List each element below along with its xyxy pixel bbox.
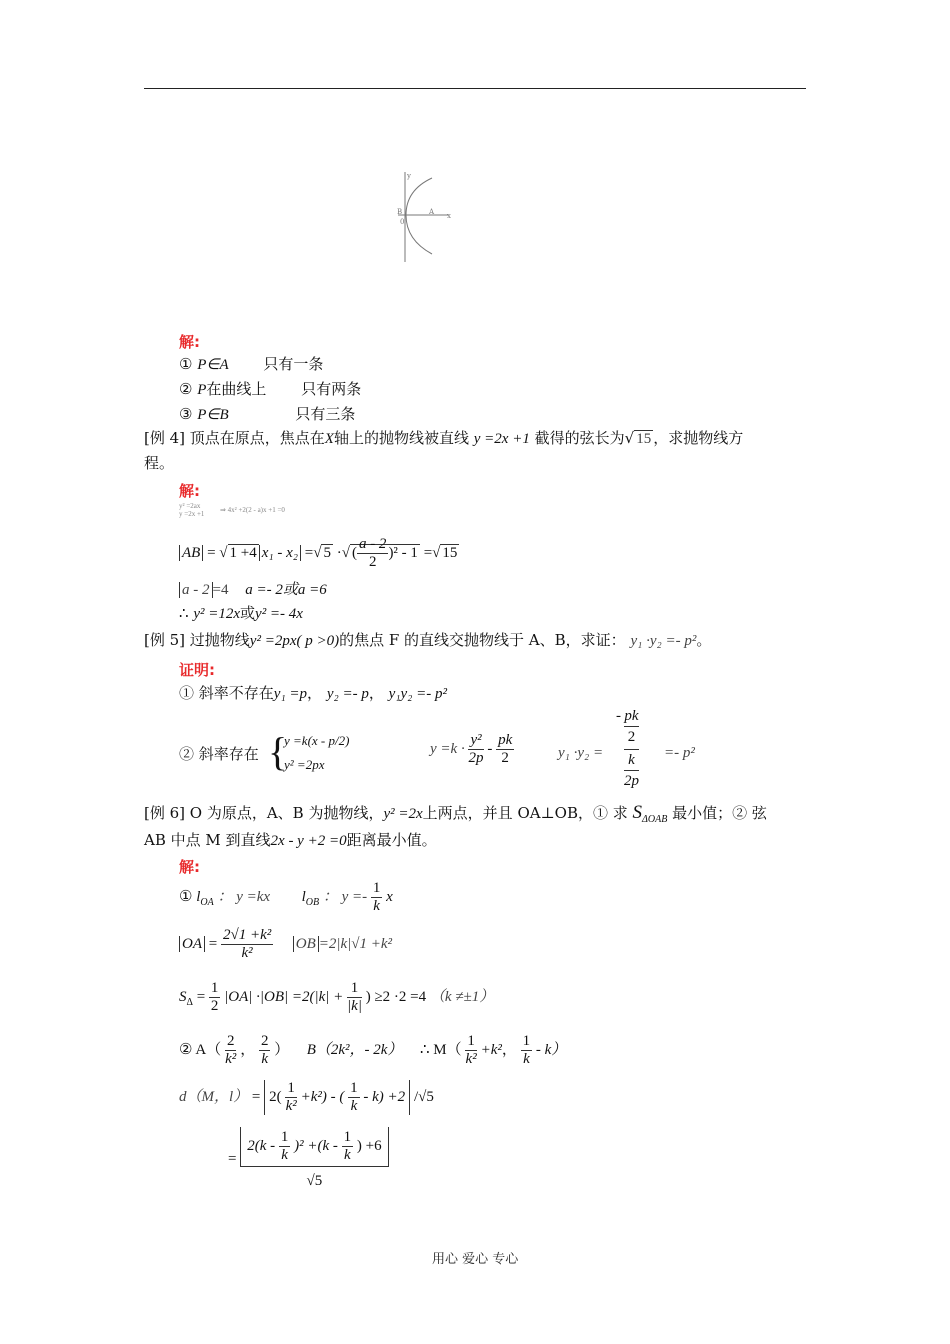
figure-label-x: x xyxy=(447,212,451,220)
example-6-statement: [例 6] O 为原点，A、B 为抛物线，y² =2x上两点，并且 OA⊥OB，① 求 $S_{\Delta OAB}$ 最小值；② 弦 xyxy=(144,802,767,825)
case-line-1: ① P∈A 只有一条 xyxy=(179,355,324,373)
example-5-statement: [例 5] 过抛物线y² =2px( p >0)的焦点 F 的直线交抛物线于 A、B，求证： y₁ ·y₂ =- p²。 xyxy=(144,631,712,649)
case-line-3: ③ P∈B 只有三条 xyxy=(179,405,356,423)
figure-label-b: B xyxy=(397,208,403,216)
proof-label: 证明: xyxy=(179,661,215,679)
header-rule xyxy=(144,88,806,89)
case-line-2: ② P在曲线上 只有两条 xyxy=(179,380,362,398)
example-6-statement-cont: AB 中点 M 到直线2x - y +2 =0距离最小值。 xyxy=(144,831,437,849)
ex6-final-fraction: = 2(k - $\frac{1}{k}$ )² +(k - $\frac{1}{k}$ ) +6 √5 xyxy=(228,1127,389,1191)
ex4-abs-eq: a - 2 =4 a =- 2或a =6 xyxy=(179,579,327,600)
ex5-result: =- p² xyxy=(664,745,695,761)
ex4-answer: ∴ y² =12x或y² =- 4x xyxy=(179,604,303,622)
footer-motto: 用心 爱心 专心 xyxy=(432,1252,519,1267)
ex5-case-1: ① 斜率不存在y₁ =p， y₂ =- p， y₁y₂ =- p² xyxy=(179,684,447,702)
ex6-area: $S_\Delta$ = $\frac{1}{2}$ |OA| ·|OB| =2(|k| + $\frac{1}{|k|}$ ) ≥2 ·2 =4 （k ≠±1） xyxy=(179,980,495,1014)
ex5-case-2-expr: y =k · $\frac{\text{y²}}{2p}$ - $\frac{pk}{2}$ xyxy=(430,732,513,766)
figure-label-origin: 0 xyxy=(400,218,405,226)
ex6-lines: ① $l_{OA}$ ： y =kx $l_{OB}$ ： y =- $\frac{1}{k}$ x xyxy=(179,880,393,914)
parabola-figure xyxy=(392,168,452,264)
example-4-statement: [例 4] 顶点在原点，焦点在X轴上的抛物线被直线 y =2x +1 截得的弦长为√ 15 ，求抛物线方 xyxy=(144,429,744,447)
figure-label-y: y xyxy=(407,172,411,180)
ex4-chord-length: AB = √ 1 +4 x₁ - x₂ =√ 5 ·√ ( $\frac{a - 2}{2}$ )² - 1 =√ 15 xyxy=(179,536,459,571)
solution-label-2: 解: xyxy=(179,482,200,500)
ex6-lengths: OA = $\frac{\text{2√1 +k²}}{\text{k²}}$ OB =2|k|√1 +k² xyxy=(179,927,392,962)
solution-label-3: 解: xyxy=(179,858,200,876)
ex5-case-2-label: ② 斜率存在 xyxy=(179,745,259,763)
example-4-statement-cont: 程。 xyxy=(144,454,175,472)
ex5-big-fraction: - pk 2 k 2p xyxy=(616,708,639,789)
ex6-distance: d（M，l） = 2( $\frac{1}{\text{k²}}$ +k²) - ( $\frac{1}{k}$ - k) +2 /√5 xyxy=(179,1080,434,1114)
ex5-product: y₁ ·y₂ = xyxy=(558,745,604,761)
ex4-system-result: ⇒ 4x² +2(2 - a)x +1 =0 xyxy=(220,506,285,514)
ex4-system: y² =2ax y =2x +1 xyxy=(179,502,205,518)
solution-label-1: 解: xyxy=(179,333,200,351)
ex6-points: ② A（ $\frac{2}{\text{k²}}$ ， $\frac{2}{k}$ ） B（2k²，- 2k） ∴ M（ $\frac{1}{\text{k²}}$ +k²， $\frac{1}{k}$ - k） xyxy=(179,1033,567,1067)
figure-label-a: A xyxy=(429,208,435,216)
